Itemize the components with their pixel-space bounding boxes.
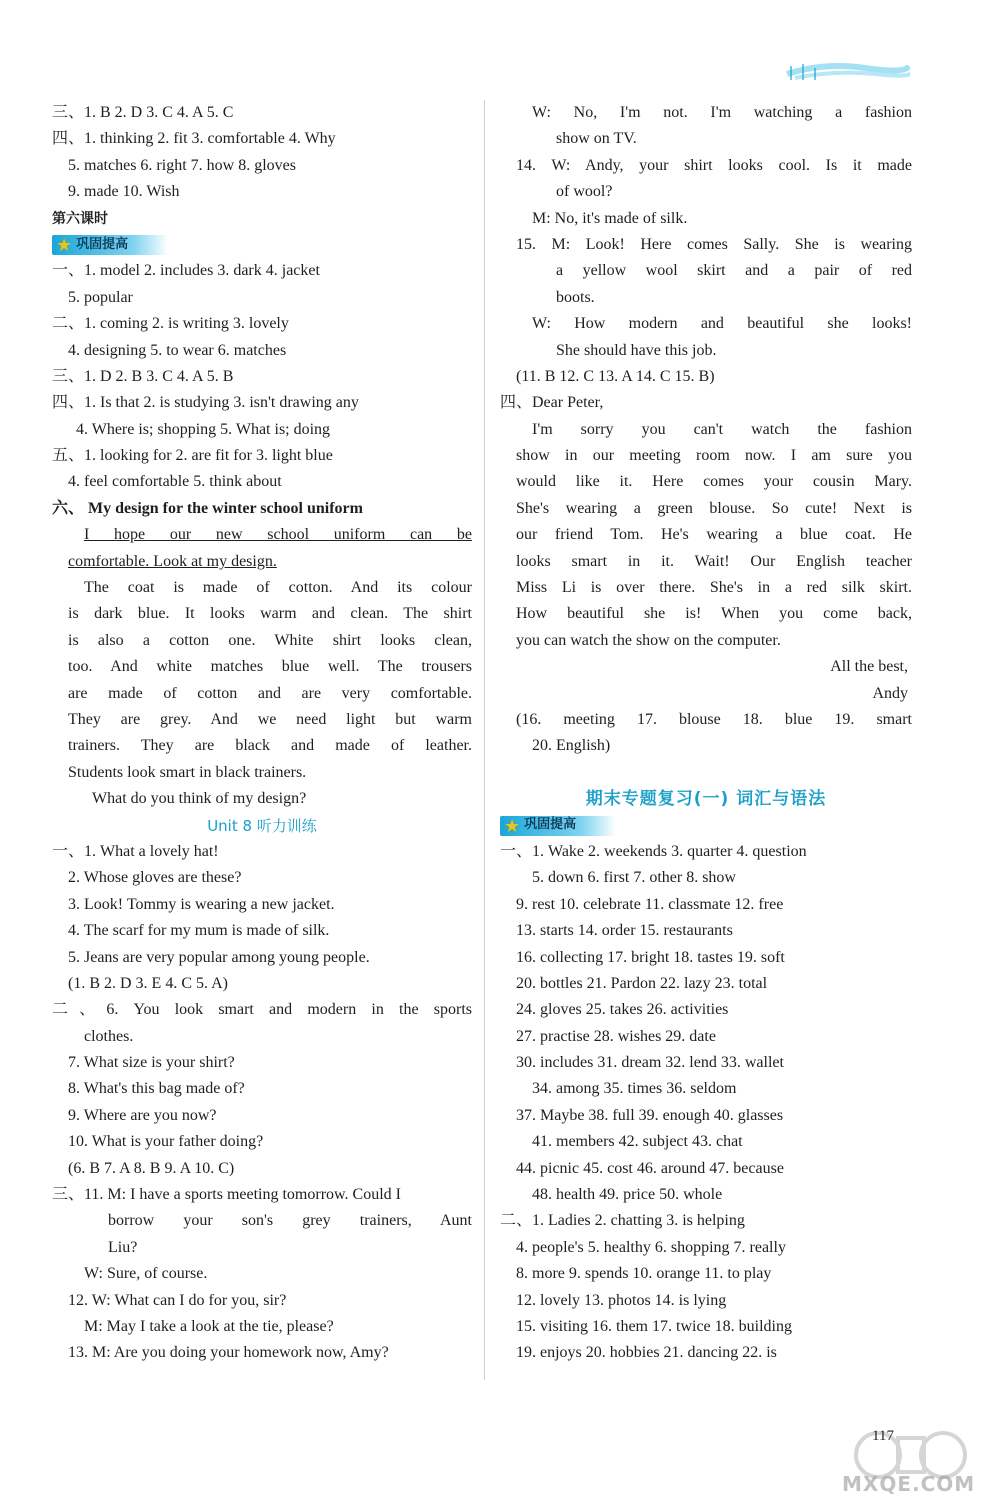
answer-line: 14. W: Andy, your shirt looks cool. Is it made bbox=[516, 156, 912, 174]
answer-line: 4. The scarf for my mum is made of silk. bbox=[68, 922, 330, 940]
answer-line: 16. collecting 17. bright 18. tastes 19. soft bbox=[516, 948, 785, 966]
answer-line: is dark blue. It looks warm and clean. The shirt bbox=[68, 605, 472, 623]
answer-line: borrow your son's grey trainers, Aunt bbox=[108, 1212, 472, 1230]
answer-line: What do you think of my design? bbox=[92, 790, 307, 808]
answer-line: 5. popular bbox=[68, 288, 133, 306]
answer-line: 19. enjoys 20. hobbies 21. dancing 22. is bbox=[516, 1344, 777, 1362]
answer-line: 8. What's this bag made of? bbox=[68, 1080, 245, 1098]
answer-line: 4. designing 5. to wear 6. matches bbox=[68, 341, 287, 359]
answer-line: 48. health 49. price 50. whole bbox=[532, 1186, 723, 1204]
answer-line: 四、1. thinking 2. fit 3. comfortable 4. Why bbox=[52, 130, 336, 148]
answer-line: 41. members 42. subject 43. chat bbox=[532, 1133, 743, 1151]
column-divider bbox=[484, 100, 485, 1380]
answer-line: 15. M: Look! Here comes Sally. She is wearing bbox=[516, 235, 912, 253]
answer-line: boots. bbox=[556, 288, 595, 306]
answer-line: of wool? bbox=[556, 183, 613, 201]
answer-line: you can watch the show on the computer. bbox=[516, 631, 781, 649]
answer-line: 2. Whose gloves are these? bbox=[68, 869, 242, 887]
section-banner bbox=[500, 813, 912, 839]
answer-line: (16. meeting 17. blouse 18. blue 19. smart bbox=[516, 710, 912, 728]
answer-line: are made of cotton and are very comfortable. bbox=[68, 684, 472, 702]
answer-line: 9. rest 10. celebrate 11. classmate 12. free bbox=[516, 895, 784, 913]
answer-line: 13. starts 14. order 15. restaurants bbox=[516, 922, 733, 940]
answer-line: 20. English) bbox=[532, 737, 611, 755]
answer-line: 12. lovely 13. photos 14. is lying bbox=[516, 1291, 727, 1309]
page-number: 117 bbox=[872, 1428, 894, 1444]
section-title: Unit 8 听力训练 bbox=[207, 816, 317, 835]
answer-line: 4. feel comfortable 5. think about bbox=[68, 473, 282, 491]
answer-line: 10. What is your father doing? bbox=[68, 1133, 264, 1151]
answer-line: 5. Jeans are very popular among young people. bbox=[68, 948, 370, 966]
answer-line: 四、Dear Peter, bbox=[500, 394, 604, 412]
essay-title: 六、 My design for the winter school uniform bbox=[52, 499, 363, 517]
header-decoration bbox=[785, 60, 910, 82]
answer-line: W: No, I'm not. I'm watching a fashion bbox=[532, 104, 912, 121]
watermark-text: MXQE.COM bbox=[842, 1472, 976, 1496]
right-column bbox=[500, 100, 912, 1367]
answer-line: looks smart in it. Wait! Our English teacher bbox=[516, 552, 912, 570]
answer-line: 4. people's 5. healthy 6. shopping 7. really bbox=[516, 1238, 786, 1256]
answer-line: 44. picnic 45. cost 46. around 47. because bbox=[516, 1159, 784, 1177]
answer-line: 四、1. Is that 2. is studying 3. isn't drawing any bbox=[52, 394, 359, 412]
answer-line: How beautiful she is! When you come back, bbox=[516, 605, 912, 623]
answer-line: 13. M: Are you doing your homework now, Amy? bbox=[68, 1344, 389, 1362]
answer-line: 二、6. You look smart and modern in the sports bbox=[52, 1001, 472, 1019]
section-banner bbox=[52, 232, 472, 258]
answer-line: 五、1. looking for 2. are fit for 3. light blue bbox=[52, 447, 333, 465]
answer-line: show in our meeting room now. I am sure you bbox=[516, 447, 912, 465]
answer-line: 三、11. M: I have a sports meeting tomorrow. Could I bbox=[52, 1186, 401, 1204]
answer-line: 15. visiting 16. them 17. twice 18. building bbox=[516, 1317, 792, 1335]
answer-line: 一、1. What a lovely hat! bbox=[52, 842, 219, 860]
answer-line bbox=[500, 760, 912, 786]
answer-line: 一、1. model 2. includes 3. dark 4. jacket bbox=[52, 262, 320, 280]
answer-line: too. And white matches blue well. The trousers bbox=[68, 658, 472, 676]
answer-line: (1. B 2. D 3. E 4. C 5. A) bbox=[68, 974, 228, 992]
answer-line: M: May I take a look at the tie, please? bbox=[84, 1317, 334, 1335]
left-column bbox=[52, 100, 472, 1367]
answer-line: 二、1. coming 2. is writing 3. lovely bbox=[52, 315, 289, 333]
answer-line: would like it. Here comes your cousin Mary. bbox=[516, 473, 912, 491]
answer-line: 5. down 6. first 7. other 8. show bbox=[532, 869, 736, 887]
consolidate-banner bbox=[500, 816, 616, 836]
answer-line: W: How modern and beautiful she looks! bbox=[532, 315, 912, 333]
answer-line: 12. W: What can I do for you, sir? bbox=[68, 1291, 287, 1309]
banner-label: 巩固提高 bbox=[524, 817, 577, 833]
answer-line: Liu? bbox=[108, 1238, 138, 1256]
answer-line: (11. B 12. C 13. A 14. C 15. B) bbox=[516, 367, 715, 385]
answer-line: 20. bottles 21. Pardon 22. lazy 23. total bbox=[516, 974, 768, 992]
answer-line: 8. more 9. spends 10. orange 11. to play bbox=[516, 1265, 772, 1283]
answer-line: 37. Maybe 38. full 39. enough 40. glasses bbox=[516, 1106, 784, 1124]
answer-line: I hope our new school uniform can be bbox=[84, 526, 472, 544]
answer-line: a yellow wool skirt and a pair of red bbox=[556, 262, 912, 280]
answer-line: 二、1. Ladies 2. chatting 3. is helping bbox=[500, 1212, 745, 1230]
answer-line: All the best, bbox=[830, 658, 908, 676]
answer-line: trainers. They are black and made of leather. bbox=[68, 737, 472, 755]
answer-line: 三、1. B 2. D 3. C 4. A 5. C bbox=[52, 104, 234, 121]
answer-line: 9. made 10. Wish bbox=[68, 183, 180, 201]
answer-line: M: No, it's made of silk. bbox=[532, 209, 688, 227]
answer-line: 5. matches 6. right 7. how 8. gloves bbox=[68, 156, 296, 174]
star-icon: ★ bbox=[56, 234, 73, 255]
answer-line: 3. Look! Tommy is wearing a new jacket. bbox=[68, 895, 335, 913]
consolidate-banner bbox=[52, 235, 168, 255]
answer-line: 三、1. D 2. B 3. C 4. A 5. B bbox=[52, 367, 234, 385]
answer-line: 4. Where is; shopping 5. What is; doing bbox=[76, 420, 331, 438]
answer-line: 24. gloves 25. takes 26. activities bbox=[516, 1001, 729, 1019]
star-icon: ★ bbox=[504, 815, 521, 836]
lesson-heading: 第六课时 bbox=[52, 210, 108, 227]
answer-line: clothes. bbox=[84, 1027, 134, 1045]
answer-line: 一、1. Wake 2. weekends 3. quarter 4. question bbox=[500, 842, 807, 860]
answer-line: 7. What size is your shirt? bbox=[68, 1054, 235, 1072]
answer-line: The coat is made of cotton. And its colour bbox=[84, 579, 472, 597]
answer-line: I'm sorry you can't watch the fashion bbox=[532, 420, 912, 438]
answer-line: 9. Where are you now? bbox=[68, 1106, 217, 1124]
answer-line: is also a cotton one. White shirt looks clean, bbox=[68, 631, 472, 649]
answer-line: 27. practise 28. wishes 29. date bbox=[516, 1027, 716, 1045]
answer-line: show on TV. bbox=[556, 130, 637, 148]
answer-line: comfortable. Look at my design. bbox=[68, 552, 277, 570]
answer-line: 34. among 35. times 36. seldom bbox=[532, 1080, 737, 1098]
banner-label: 巩固提高 bbox=[76, 236, 129, 252]
answer-line: 30. includes 31. dream 32. lend 33. wallet bbox=[516, 1054, 784, 1072]
answer-line: Andy bbox=[872, 684, 908, 702]
answer-line: Miss Li is over there. She's in a red silk skirt. bbox=[516, 579, 912, 597]
answer-line: W: Sure, of course. bbox=[84, 1265, 208, 1283]
answer-line: They are grey. And we need light but warm bbox=[68, 710, 472, 728]
answer-line: She should have this job. bbox=[556, 341, 717, 359]
answer-line: She's wearing a green blouse. So cute! Next is bbox=[516, 499, 912, 517]
answer-line: Students look smart in black trainers. bbox=[68, 763, 307, 781]
answer-line: our friend Tom. He's wearing a blue coat. He bbox=[516, 526, 912, 544]
chapter-title: 期末专题复习(一) 词汇与语法 bbox=[585, 789, 827, 810]
answer-line: (6. B 7. A 8. B 9. A 10. C) bbox=[68, 1159, 235, 1177]
